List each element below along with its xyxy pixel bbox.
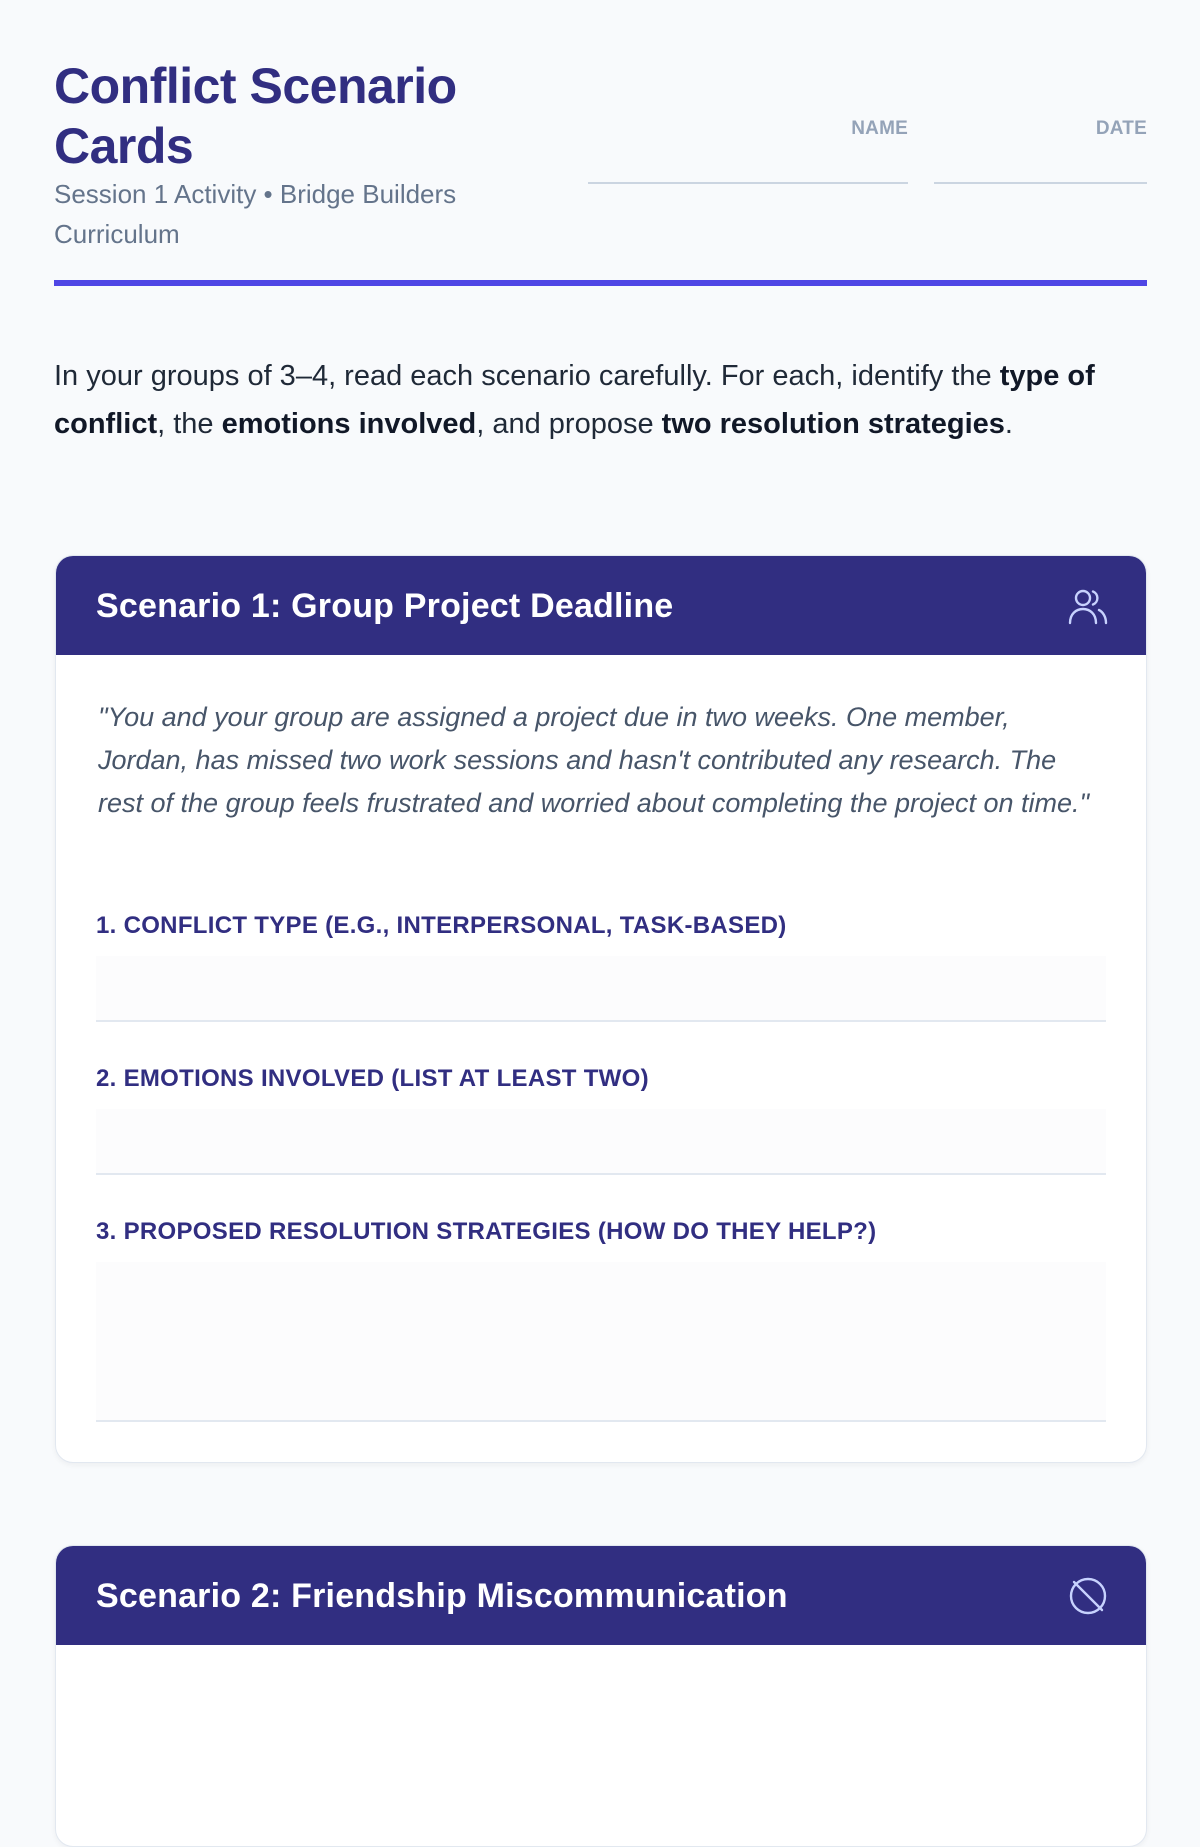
instructions-emphasis: emotions involved [221,408,477,440]
scenario-title: Scenario 1: Group Project Deadline [96,587,674,625]
instructions-text: In your groups of 3–4, read each scenario carefully. For each, identify the [54,360,1000,392]
name-field[interactable] [588,118,908,140]
worksheet-page [54,0,1147,1615]
question-strategies [96,1217,1106,1247]
header-divider [54,280,1147,286]
worksheet-header [54,0,1147,287]
question-label: 3. PROPOSED RESOLUTION STRATEGIES (HOW DO THEY HELP?) [96,1218,877,1245]
instructions-text: , and propose [476,408,662,440]
instructions-text: , the [157,408,222,440]
page-title: Conflict Scenario Cards [54,58,457,174]
question-label: 2. EMOTIONS INVOLVED (LIST AT LEAST TWO) [96,1065,649,1092]
date-field[interactable] [934,118,1147,140]
instructions [54,352,1147,448]
scenario-card-header [56,1546,1146,1645]
emotions-answer-field[interactable] [96,1109,1106,1175]
question-conflict-type [96,911,1106,941]
scenario-card [55,1545,1147,1847]
scenario-card-header [56,556,1146,655]
name-line [588,182,908,184]
question-emotions [96,1064,1106,1094]
instructions-text: . [1004,408,1013,440]
scenario-description: "You and your group are assigned a project due in two weeks. One member, Jordan, has missed two work sessions and hasn't contributed any research. The rest of the group feels frustrated and worried about completing the project on time." [98,702,1090,818]
name-label: NAME [851,118,908,139]
users-icon [1068,586,1108,626]
scenario-card [55,555,1147,1463]
date-label: DATE [1095,118,1147,139]
instructions-emphasis: two resolution strategies [661,408,1005,440]
message-off-icon [1068,1576,1108,1616]
scenario-title: Scenario 2: Friendship Miscommunication [96,1577,788,1615]
conflict-type-answer-field[interactable] [96,956,1106,1022]
question-label: 1. CONFLICT TYPE (E.G., INTERPERSONAL, TASK-BASED) [96,912,787,939]
strategies-answer-field[interactable] [96,1262,1106,1422]
date-line [934,182,1147,184]
page-subtitle: Session 1 Activity • Bridge Builders Curriculum [54,179,457,249]
instructions-emphasis: type of conflict [54,360,1095,440]
